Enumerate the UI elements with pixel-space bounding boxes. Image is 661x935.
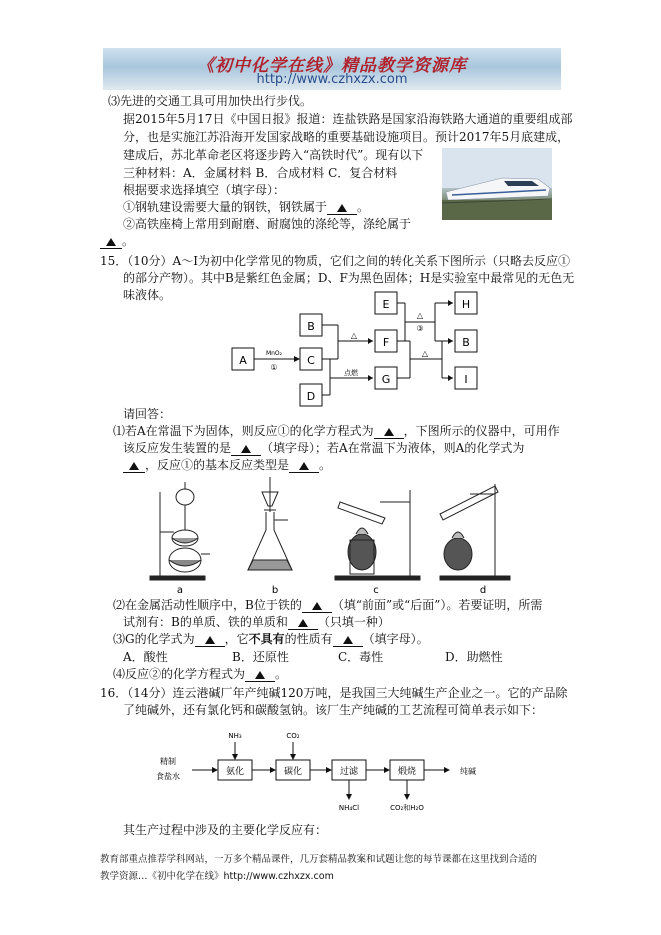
q15-p1-line2: 该反应发生装置的是 （填字母）；若A在常温下为液体，则A的化学式为 <box>123 441 525 455</box>
flow-nh3: NH₃ <box>228 732 242 740</box>
node-i: I <box>464 373 468 386</box>
flow-input-top: 精制 <box>160 757 176 766</box>
flow-input-bottom: 食盐水 <box>156 772 180 781</box>
answer-blank[interactable] <box>333 632 363 647</box>
q14-para-line3: 建成后，苏北革命老区将逐步跨入“高铁时代”。现有以下 <box>123 148 424 162</box>
banner-title: 《初中化学在线》精品教学资源库 <box>197 56 467 76</box>
q15-stem-line3: 味液体。 <box>123 288 172 302</box>
answer-blank[interactable] <box>195 632 225 647</box>
q15-ask: 请回答： <box>123 407 172 421</box>
apparatus-c <box>335 490 420 580</box>
q14-materials: 三种材料：A．金属材料 B．合成材料 C．复合材料 <box>123 166 398 180</box>
answer-blank[interactable] <box>245 667 275 682</box>
flow-co2: CO₂ <box>286 732 300 740</box>
q15-option-b: B．还原性 <box>232 650 289 664</box>
node-f: F <box>382 336 390 349</box>
answer-blank[interactable] <box>327 200 357 215</box>
node-h: H <box>461 298 471 311</box>
q15-p4: ⑷反应②的化学方程式为 。 <box>113 667 288 681</box>
q15-p3: ⑶G的化学式为 ，它不具有的性质有 （填字母）。 <box>113 632 429 646</box>
label-reaction-1: ① <box>270 363 278 372</box>
q15-stem-line2: 的部分产物）。其中B是紫红色金属；D、F为黑色固体；H是实验室中最常见的无色无 <box>123 271 575 285</box>
q14-item1-text: ①钢轨建设需要大量的钢铁，钢铁属于 <box>123 200 328 214</box>
q15-p2-line1: ⑵在金属活动性顺序中，B位于铁的 （填“前面”或“后面”）。若要证明，所需 <box>113 598 543 612</box>
node-a: A <box>239 354 247 367</box>
answer-blank[interactable] <box>302 598 332 613</box>
header-banner <box>103 48 561 90</box>
q15-option-a: A．酸性 <box>123 650 168 664</box>
node-c: C <box>307 354 315 367</box>
flow-step-ammoniation: 氨化 <box>225 767 245 777</box>
label-heat-1: △ <box>350 331 358 340</box>
banner-url[interactable]: http://www.czhxzx.com <box>256 72 408 87</box>
apparatus-b <box>248 477 292 570</box>
answer-blank[interactable] <box>100 234 122 249</box>
footer-line2[interactable]: 教学资源…《初中化学在线》http://www.czhxzx.com <box>100 871 334 882</box>
node-b2: B <box>462 336 470 349</box>
apparatus-d <box>440 484 510 580</box>
label-reaction-3: ③ <box>416 324 424 333</box>
apparatus-a <box>150 482 210 580</box>
q16-stem-line1: 16．（14分）连云港碱厂年产纯碱120万吨，是我国三大纯碱生产企业之一。它的产品除 <box>100 686 568 700</box>
apparatus-label-d: d <box>479 585 487 594</box>
answer-blank[interactable] <box>289 458 319 473</box>
apparatus-figure <box>140 472 520 594</box>
q14-para-line1: 据2015年5月17日《中国日报》报道：连盐铁路是国家沿海铁路大通道的重要组成部 <box>123 112 573 126</box>
q15-option-d: D．助燃性 <box>445 650 503 664</box>
q15-p2-line2: 试剂有：B的单质、铁的单质和 （只填一种） <box>123 615 390 629</box>
apparatus-label-c: c <box>373 585 379 594</box>
answer-blank[interactable] <box>231 441 261 456</box>
label-heat-2: △ <box>416 311 424 320</box>
q14-item1: ①钢轨建设需要大量的钢铁，钢铁属于 。 <box>123 200 370 214</box>
flow-out-nh4cl: NH₄Cl <box>338 804 360 812</box>
q14-item2-answer: 。 <box>100 234 134 249</box>
q14-part3-intro: ⑶先进的交通工具可用加快出行步伐。 <box>108 94 313 108</box>
answer-blank[interactable] <box>374 424 404 439</box>
high-speed-train-photo <box>442 148 552 220</box>
reaction-diagram <box>220 288 500 410</box>
q15-option-c: C．毒性 <box>338 650 384 664</box>
flow-product: 纯碱 <box>460 767 476 776</box>
answer-blank[interactable] <box>123 458 145 473</box>
node-b1: B <box>307 320 315 333</box>
label-mno2: MnO₂ <box>265 350 283 357</box>
q15-stem-line1: 15．（10分）A～I为初中化学常见的物质，它们之间的转化关系下图所示（只略去反应① <box>100 254 570 268</box>
flow-step-calcination: 煅烧 <box>397 767 417 777</box>
footer-line1: 教育部重点推荐学科网站，一万多个精品课件，几万套精品教案和试题让您的每节课都在这里找到合适的 <box>100 854 538 865</box>
q14-instruction: 根据要求选择填空（填字母）： <box>123 183 286 197</box>
apparatus-label-b: b <box>271 585 279 594</box>
flow-out-co2-h2o: CO₂和H₂O <box>390 804 424 812</box>
q15-p1-line1: ⑴若A在常温下为固体，则反应①的化学方程式为 ，下图所示的仪器中，可用作 <box>113 424 560 438</box>
node-e: E <box>382 298 390 311</box>
q14-item2: ②高铁座椅上常用到耐磨、耐腐蚀的涤纶等，涤纶属于 <box>123 217 412 231</box>
process-flowchart <box>140 724 520 814</box>
answer-blank[interactable] <box>288 615 318 630</box>
q16-main-reactions: 其生产过程中涉及的主要化学反应有： <box>123 823 328 837</box>
flow-step-carbonation: 碳化 <box>283 767 303 777</box>
label-ignite: 点燃 <box>344 369 358 377</box>
q15-p1-line3: ，反应①的基本反应类型是 。 <box>123 458 331 473</box>
q16-stem-line2: 了纯碱外，还有氯化钙和碳酸氢钠。该厂生产纯碱的工艺流程可简单表示如下： <box>123 703 544 717</box>
node-g: G <box>381 373 391 386</box>
apparatus-label-a: a <box>176 585 184 594</box>
label-heat-3: △ <box>421 349 429 358</box>
flow-step-filtration: 过滤 <box>339 767 359 777</box>
node-d: D <box>306 390 316 403</box>
q14-para-line2: 分，也是实施江苏沿海开发国家战略的重要基础设施项目。预计2017年5月底建成， <box>123 130 570 144</box>
